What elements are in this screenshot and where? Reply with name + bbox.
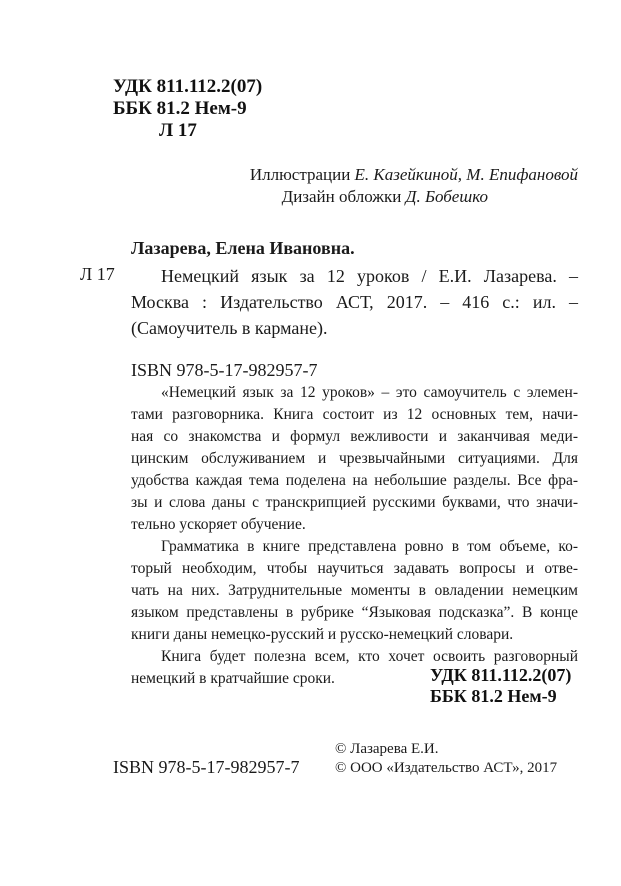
biblio-line: Немецкий язык за 12 уроков / Е.И. Лазарева. – (161, 266, 578, 286)
cover-design-label: Дизайн обложки (281, 187, 406, 206)
annotation (131, 382, 578, 690)
author-heading: Лазарева, Елена Ивановна. (131, 238, 355, 258)
illustrations-label: Иллюстрации (249, 165, 355, 184)
classification-block-bottom (430, 665, 571, 707)
copyright-block (335, 740, 557, 778)
biblio-line: (Самоучитель в кармане). (131, 318, 328, 338)
annotation-line: немецкий в кратчайшие сроки. (131, 670, 335, 687)
annotation-line: ная со знакомства и формул вежливости и заканчивая меди- (131, 428, 578, 445)
record-author-mark: Л 17 (80, 264, 115, 284)
illustrations-credit (100, 164, 578, 186)
annotation-line: тами разговорника. Книга состоит из 12 основных тем, начи- (131, 406, 578, 423)
copyright-publisher: © ООО «Издательство АСТ», 2017 (335, 760, 558, 776)
udk-code: УДК 811.112.2(07) (113, 76, 263, 97)
annotation-line: языком представлены в рубрике “Языковая подсказка”. В конце (131, 604, 578, 621)
copyright-author: © Лазарева Е.И. (335, 741, 439, 757)
cover-designer-name: Д. Бобешко (405, 187, 488, 206)
annotation-line: торый необходим, чтобы научиться задавать вопросы и отве- (131, 560, 578, 577)
annotation-line: книги даны немецко-русский и русско-немецкий словари. (131, 626, 514, 643)
annotation-line: чать на них. Затруднительные моменты в овладении немецким (131, 582, 578, 599)
annotation-line: «Немецкий язык за 12 уроков» – это самоучитель с элемен- (161, 384, 578, 401)
annotation-line: тельно ускоряет обучение. (131, 516, 306, 533)
footer-isbn: ISBN 978-5-17-982957-7 (113, 757, 300, 777)
annotation-line: удобства каждая тема поделена на небольшие разделы. Все фра- (131, 472, 578, 489)
bibliographic-description (131, 263, 578, 341)
annotation-line: цинским обслуживанием и чрезвычайными ситуациями. Для (131, 450, 578, 467)
isbn: ISBN 978-5-17-982957-7 (131, 360, 318, 380)
biblio-line: Москва : Издательство АСТ, 2017. – 416 с.: ил. – (131, 292, 578, 312)
author-mark: Л 17 (159, 120, 197, 141)
credits-block (100, 164, 578, 208)
illustrators-names: Е. Казейкиной, М. Епифановой (354, 165, 578, 184)
cover-design-credit (100, 186, 578, 208)
bbk-code: ББК 81.2 Нем-9 (430, 686, 557, 706)
udk-code: УДК 811.112.2(07) (430, 665, 572, 685)
bbk-code: ББК 81.2 Нем-9 (113, 98, 247, 119)
annotation-line: зы и слова даны с транскрипцией русскими буквами, что значи- (131, 494, 578, 511)
classification-block-top (113, 76, 262, 142)
annotation-line: Книга будет полезна всем, кто хочет освоить разговорный (161, 648, 578, 665)
annotation-line: Грамматика в книге представлена ровно в том объеме, ко- (161, 538, 578, 555)
